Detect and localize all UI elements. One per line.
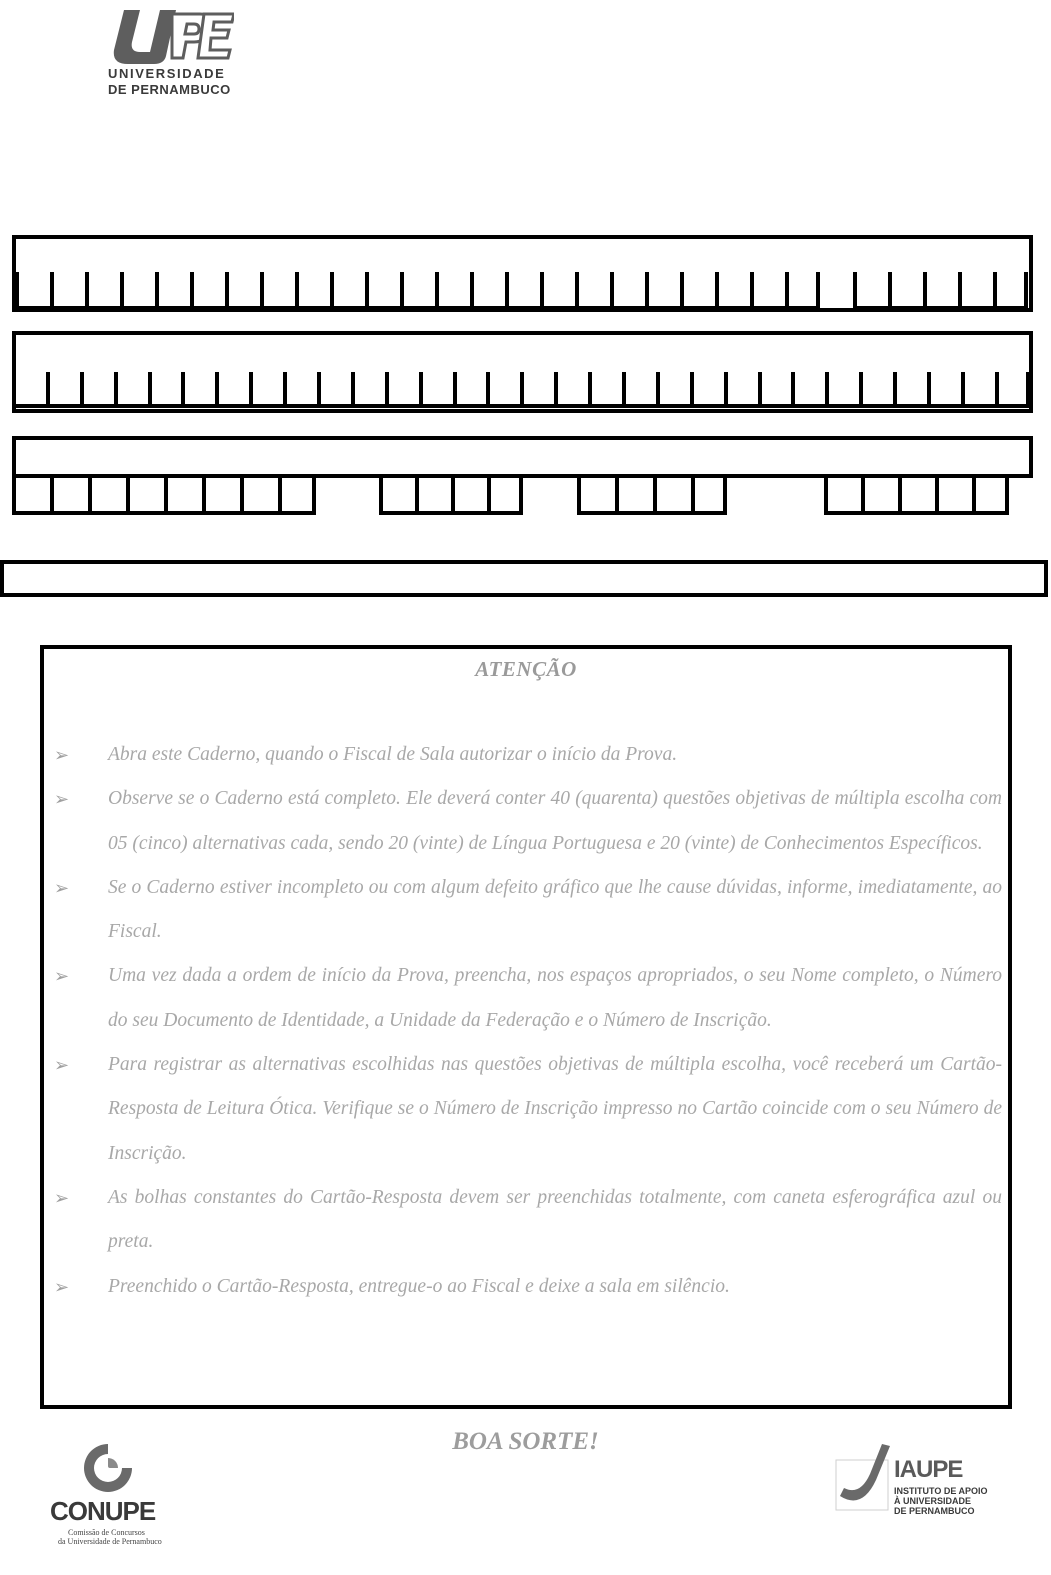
conupe-brand: CONUPE [50, 1496, 156, 1526]
iaupe-caption-line3: DE PERNAMBUCO [894, 1506, 975, 1516]
instruction-text: Preenchido o Cartão-Resposta, entregue-o ao Fiscal e deixe a sala em silêncio. [108, 1275, 730, 1297]
instruction-text: Uma vez dada a ordem de início da Prova, preencha, nos espaços apropriados, o seu Nome completo, o Número do seu Documento de Identidade, a Unidade da Federação e o Número de Inscrição. [108, 965, 1002, 1031]
instruction-text: Se o Caderno estiver incompleto ou com algum defeito gráfico que lhe cause dúvidas, informe, imediatamente, ao Fiscal. [108, 876, 1002, 943]
iaupe-caption-line1: INSTITUTO DE APOIO [894, 1486, 988, 1496]
instruction-item [54, 733, 1002, 777]
signature-box[interactable] [0, 560, 1048, 597]
arrow-bullet-icon: ➢ [54, 1055, 70, 1076]
inscription-cells-group-3[interactable] [577, 475, 727, 515]
arrow-bullet-icon: ➢ [54, 1276, 70, 1297]
candidate-state-ticks[interactable] [853, 272, 1028, 310]
instruction-item [54, 866, 1002, 955]
arrow-bullet-icon: ➢ [54, 789, 70, 810]
instruction-text: Abra este Caderno, quando o Fiscal de Sala autorizar o início da Prova. [108, 744, 678, 765]
inscription-cells-group-4[interactable] [824, 475, 1009, 515]
conupe-swirl-icon [80, 1440, 136, 1496]
instruction-item [54, 1176, 1002, 1265]
conupe-caption-line1: Comissão de Concursos [68, 1528, 145, 1537]
attention-box [40, 645, 1012, 1409]
iaupe-check-icon [832, 1440, 902, 1514]
inscription-cells-group-1[interactable] [12, 475, 316, 515]
logo-university-label: UNIVERSIDADE [108, 66, 226, 81]
candidate-name-ticks[interactable] [15, 272, 820, 310]
instruction-item [54, 1265, 1002, 1309]
identity-document-cells[interactable] [12, 372, 1030, 413]
conupe-caption-line2: da Universidade de Pernambuco [58, 1537, 162, 1546]
instruction-item [54, 777, 1002, 866]
upe-logo [108, 8, 238, 98]
instruction-item [54, 954, 1002, 1043]
attention-title: ATENÇÃO [475, 657, 577, 681]
arrow-bullet-icon: ➢ [54, 1187, 70, 1208]
arrow-bullet-icon: ➢ [54, 877, 70, 898]
arrow-bullet-icon: ➢ [54, 966, 70, 987]
instruction-item [54, 1043, 1002, 1176]
arrow-bullet-icon: ➢ [54, 745, 70, 765]
instruction-text: As bolhas constantes do Cartão-Resposta devem ser preenchidas totalmente, com caneta esferográfica azul ou preta. [108, 1186, 1002, 1253]
instructions-list [54, 733, 1002, 1309]
instruction-text: Observe se o Caderno está completo. Ele deverá conter 40 (quarenta) questões objetivas de múltipla escolha com 05 (cinco) alternativas cada, sendo 20 (vinte) de Língua Portuguesa e 20 (vinte) de Conhecimentos Específicos. [108, 788, 1002, 854]
inscription-box [12, 436, 1033, 478]
logo-pernambuco-label: DE PERNAMBUCO [108, 82, 231, 97]
iaupe-logo [832, 1440, 992, 1520]
inscription-cells-group-2[interactable] [379, 475, 523, 515]
good-luck-message: BOA SORTE! [452, 1428, 599, 1455]
conupe-logo [50, 1440, 170, 1550]
instruction-text: Para registrar as alternativas escolhidas nas questões objetivas de múltipla escolha, você receberá um Cartão-Resposta de Leitura Ótica. Verifique se o Número de Inscrição impresso no Cartão coincide com o seu Número de Inscrição. [108, 1054, 1002, 1164]
iaupe-brand: IAUPE [894, 1456, 963, 1483]
iaupe-caption-line2: À UNIVERSIDADE [894, 1496, 972, 1506]
upe-logo-mark [110, 8, 234, 66]
